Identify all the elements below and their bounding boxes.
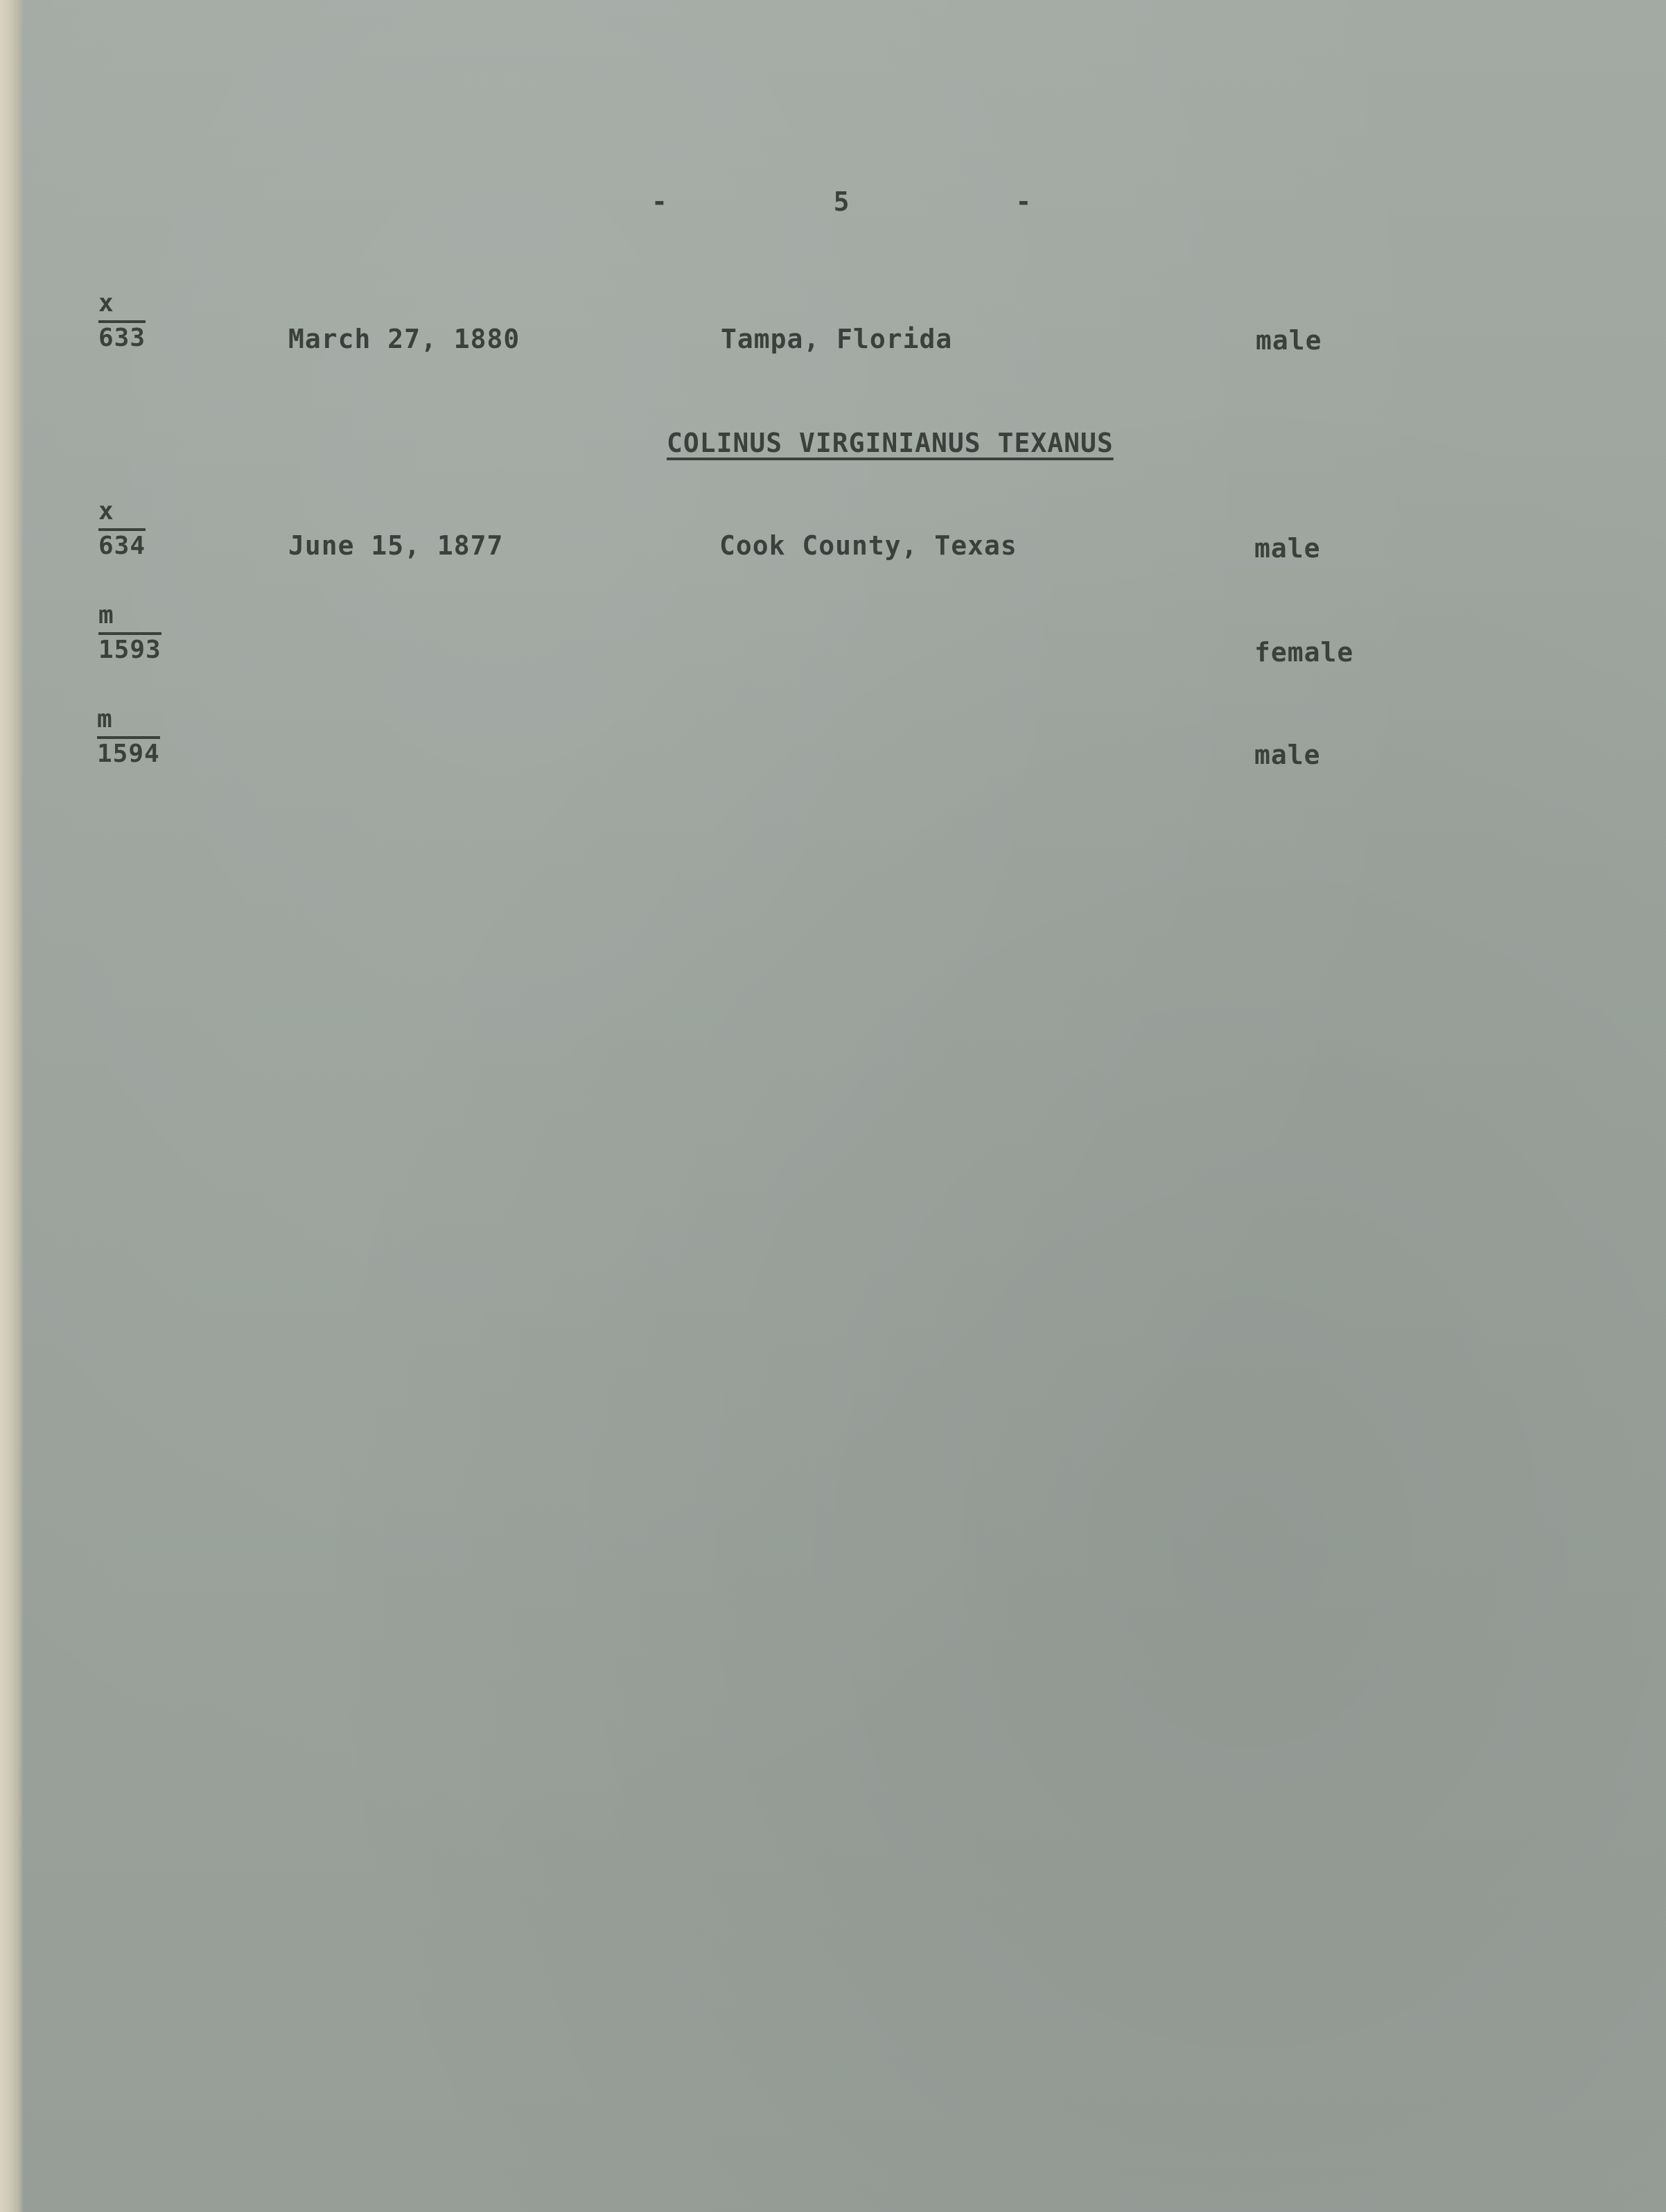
catalog-number (97, 707, 160, 767)
catalog-id: 633 (98, 324, 146, 352)
catalog-number (98, 603, 161, 663)
record-date: June 15, 1877 (288, 530, 504, 561)
page-number: - 5 - (651, 186, 1033, 217)
record-sex: female (1254, 637, 1354, 668)
record-date: March 27, 1880 (288, 324, 520, 354)
catalog-number (98, 499, 146, 559)
catalog-prefix: x (98, 499, 146, 531)
record-sex: male (1254, 740, 1321, 770)
catalog-id: 1594 (97, 740, 160, 768)
species-heading: COLINUS VIRGINIANUS TEXANUS (667, 428, 1114, 458)
record-sex: male (1254, 533, 1321, 564)
catalog-id: 634 (98, 532, 146, 560)
record-sex: male (1256, 325, 1322, 356)
record-locality: Tampa, Florida (721, 324, 953, 354)
catalog-id: 1593 (98, 636, 161, 664)
catalog-number (98, 291, 146, 351)
catalog-prefix: m (98, 603, 161, 635)
catalog-prefix: m (97, 707, 160, 739)
paper-edge (0, 0, 24, 2212)
record-locality: Cook County, Texas (719, 530, 1017, 561)
catalog-prefix: x (98, 291, 146, 323)
